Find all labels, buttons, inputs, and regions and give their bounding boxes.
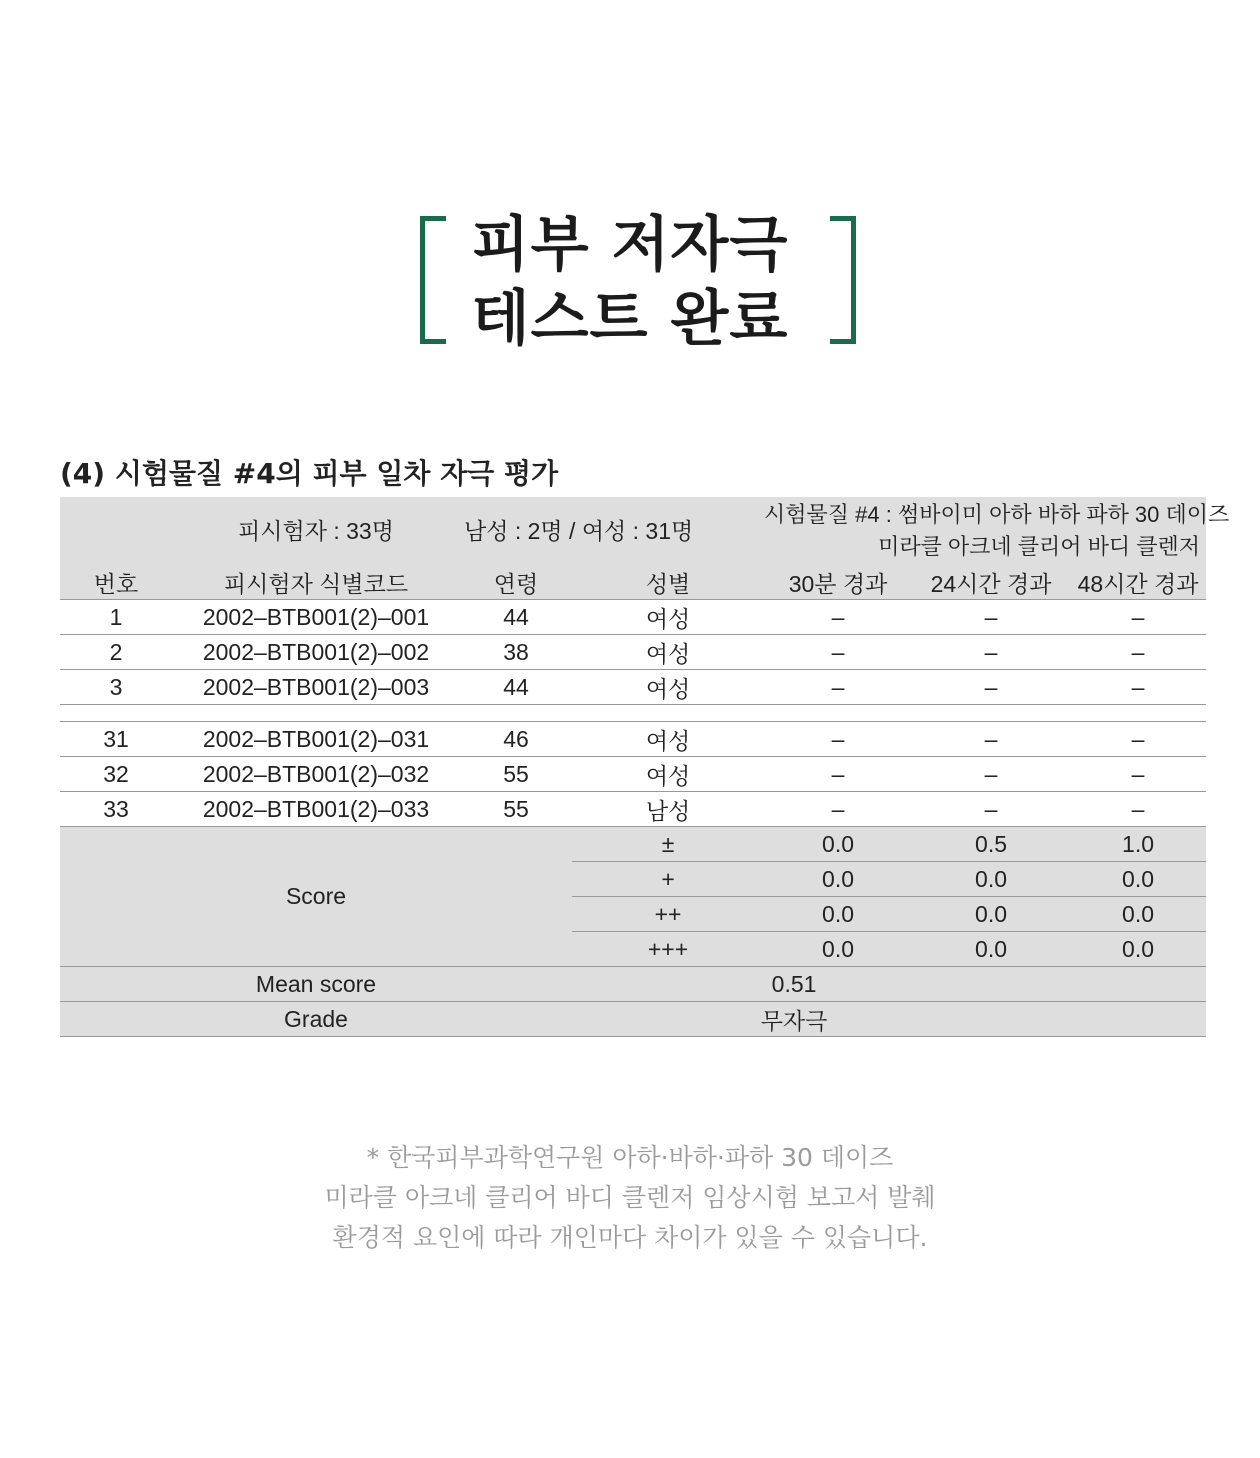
mean-score-row [60,967,1206,1002]
table-cell: – [912,722,1070,757]
results-table [60,497,1230,1037]
table-row [60,670,1206,705]
footnote-line-3: 환경적 요인에 따라 개인마다 차이가 있을 수 있습니다. [332,1223,928,1252]
table-cell: 38 [460,635,572,670]
score-grade-symbol: ++ [572,897,764,932]
table-cell: 32 [60,757,172,792]
table-row [60,635,1206,670]
score-value: 0.0 [1070,932,1206,967]
gender-count: 남성 : 2명 / 여성 : 31명 [572,497,764,565]
table-cell: 46 [460,722,572,757]
table-cell: 3 [60,670,172,705]
table-cell: – [1070,792,1206,827]
table-cell: 2002–BTB001(2)–002 [172,635,460,670]
table-cell: 여성 [572,757,764,792]
table-cell: – [764,670,912,705]
table-cell: – [1070,600,1206,635]
table-row [60,757,1206,792]
title-line-2: 테스트 완료 [471,284,789,354]
page-title [0,208,1260,356]
section-title: (4) 시험물질 #4의 피부 일차 자극 평가 [60,457,559,490]
table-cell: – [1070,757,1206,792]
table-cell: 1 [60,600,172,635]
score-value: 0.5 [912,827,1070,862]
score-row [60,827,1206,862]
col-header: 30분 경과 [764,565,912,600]
table-cell: 44 [460,670,572,705]
table-cell: 여성 [572,722,764,757]
results-table-wrap [60,497,1230,1037]
table-cell: 2002–BTB001(2)–031 [172,722,460,757]
score-value: 0.0 [912,897,1070,932]
table-cell: – [764,722,912,757]
grade-row [60,1002,1206,1037]
score-value: 0.0 [764,897,912,932]
score-grade-symbol: + [572,862,764,897]
col-header: 피시험자 식별코드 [172,565,460,600]
score-value: 0.0 [912,932,1070,967]
column-header-row [60,565,1206,600]
table-cell: – [912,600,1070,635]
col-header: 24시간 경과 [912,565,1070,600]
table-cell: 44 [460,600,572,635]
table-row [60,600,1206,635]
score-value: 1.0 [1070,827,1206,862]
table-cell: – [912,670,1070,705]
summary-row [60,497,1206,565]
col-header: 성별 [572,565,764,600]
table-cell: 33 [60,792,172,827]
score-value: 0.0 [1070,897,1206,932]
subjects-count: 피시험자 : 33명 [60,497,572,565]
score-value: 0.0 [764,827,912,862]
grade-value: 무자극 [572,1002,1206,1037]
table-row [60,722,1206,757]
mean-score-value: 0.51 [572,967,1206,1002]
test-material [764,497,1230,565]
table-cell: 2 [60,635,172,670]
table-cell: 2002–BTB001(2)–033 [172,792,460,827]
footnote-line-2: 미라클 아크네 클리어 바디 클렌저 임상시험 보고서 발췌 [324,1183,936,1212]
table-cell: 55 [460,757,572,792]
title-line-1: 피부 저자극 [471,210,789,280]
footnote [0,1138,1260,1258]
test-material-line1: 시험물질 #4 : 썸바이미 아하 바하 파하 30 데이즈 [764,502,1230,527]
score-value: 0.0 [912,862,1070,897]
table-row [60,792,1206,827]
table-cell: 여성 [572,600,764,635]
table-cell: – [1070,670,1206,705]
col-header: 48시간 경과 [1070,565,1206,600]
col-header: 연령 [460,565,572,600]
table-cell: 여성 [572,670,764,705]
score-value: 0.0 [1070,862,1206,897]
table-cell: 남성 [572,792,764,827]
table-cell: 2002–BTB001(2)–032 [172,757,460,792]
table-cell: 2002–BTB001(2)–001 [172,600,460,635]
title-block [0,200,1260,370]
omitted-rows-gap [60,705,1206,722]
table-cell: – [764,600,912,635]
table-cell: – [764,757,912,792]
test-material-line2: 미라클 아크네 클리어 바디 클렌저 [878,534,1201,559]
table-cell: – [912,757,1070,792]
table-cell: – [764,792,912,827]
table-cell: – [912,635,1070,670]
table-cell: – [1070,722,1206,757]
table-cell: – [912,792,1070,827]
gap-cell [60,705,1206,722]
score-value: 0.0 [764,932,912,967]
table-cell: 2002–BTB001(2)–003 [172,670,460,705]
score-value: 0.0 [764,862,912,897]
grade-label: Grade [60,1002,572,1037]
score-grade-symbol: ± [572,827,764,862]
table-cell: 31 [60,722,172,757]
score-grade-symbol: +++ [572,932,764,967]
footnote-line-1: * 한국피부과학연구원 아하·바하·파하 30 데이즈 [366,1143,894,1172]
table-cell: 여성 [572,635,764,670]
table-cell: 55 [460,792,572,827]
score-label: Score [60,827,572,967]
mean-score-label: Mean score [60,967,572,1002]
col-header: 번호 [60,565,172,600]
table-cell: – [764,635,912,670]
table-cell: – [1070,635,1206,670]
